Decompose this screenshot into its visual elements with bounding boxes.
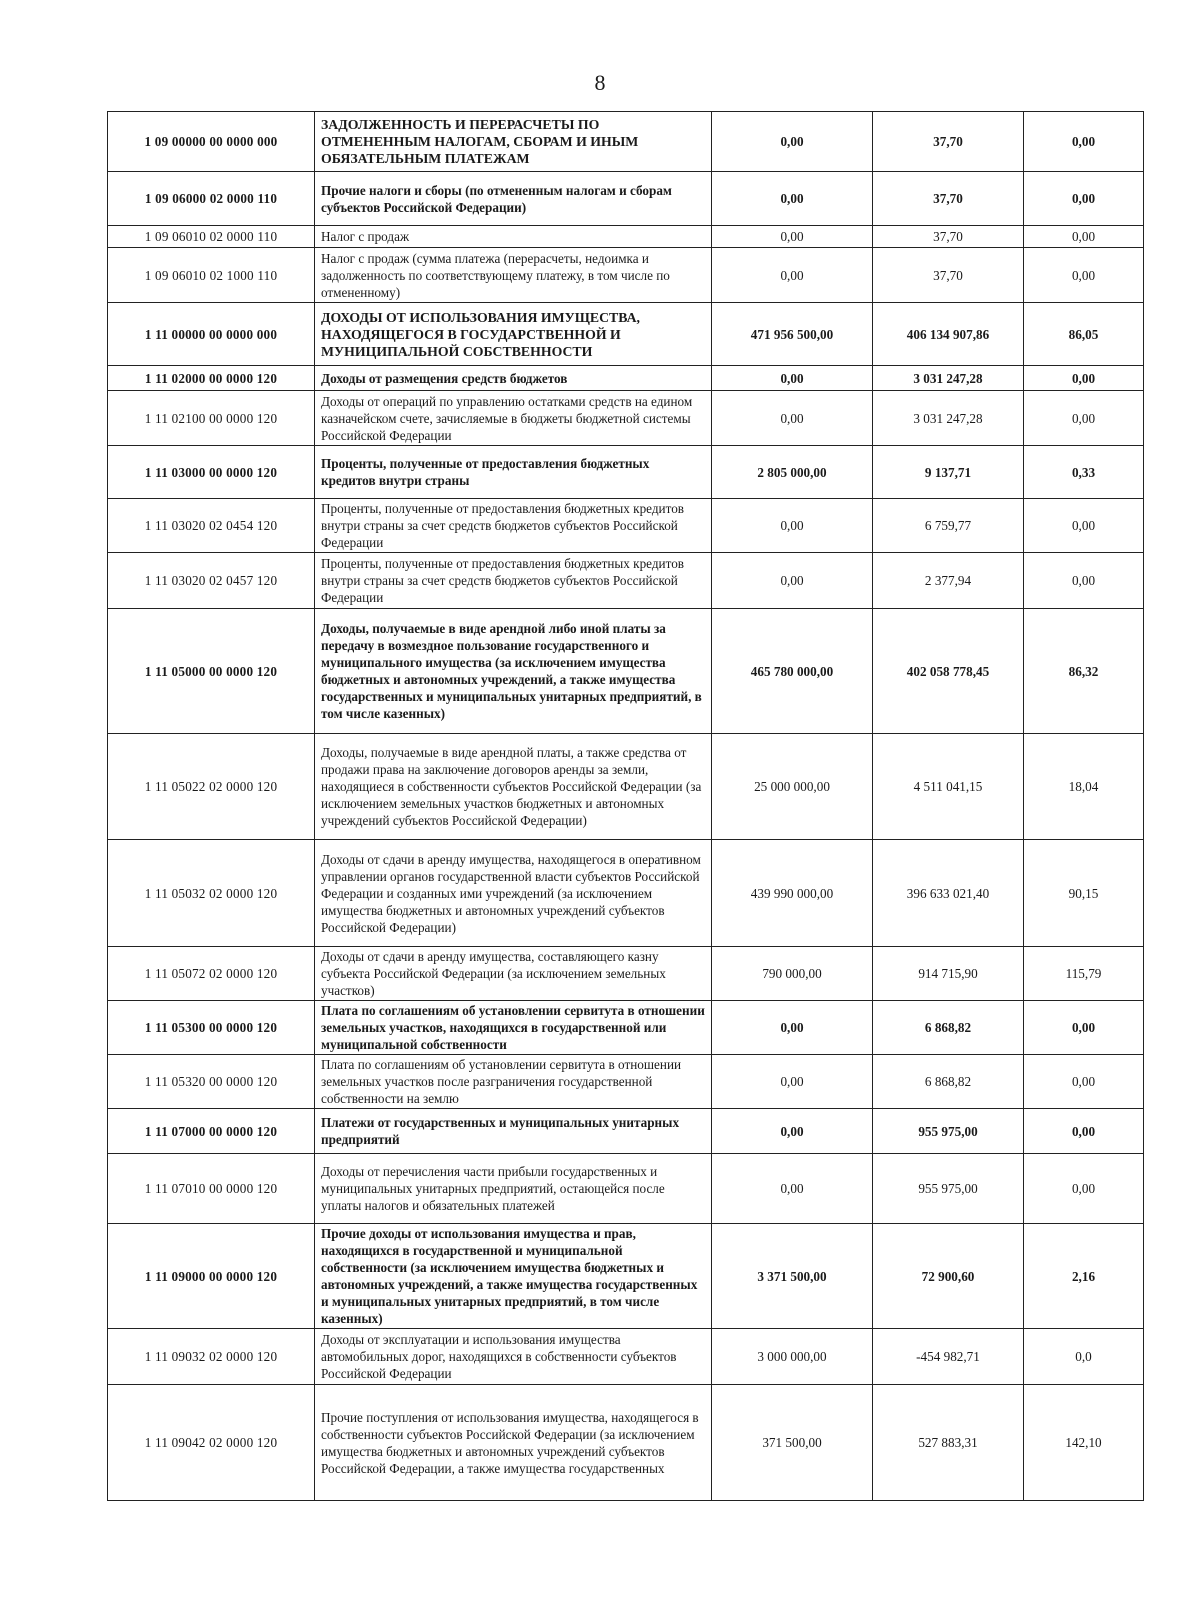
percent-cell: 0,00 — [1024, 248, 1144, 303]
percent-cell: 86,05 — [1024, 303, 1144, 366]
planned-amount-cell: 0,00 — [712, 172, 873, 226]
income-name-cell: Доходы от эксплуатации и использования имущества автомобильных дорог, находящихся в собственности субъектов Российской Федерации — [315, 1329, 712, 1385]
actual-amount-cell: 37,70 — [873, 226, 1024, 248]
budget-code-cell: 1 11 09042 02 0000 120 — [108, 1385, 315, 1501]
table-row — [108, 1329, 1144, 1385]
budget-code-cell: 1 11 03000 00 0000 120 — [108, 446, 315, 499]
income-name-cell: Доходы, получаемые в виде арендной платы, а также средства от продажи права на заключение договоров аренды за земли, находящиеся в собственности субъектов Российской Федерации (за исключением земельных участков бюджетных и автономных учреждений субъектов Российской Федерации) — [315, 734, 712, 840]
percent-cell: 0,00 — [1024, 553, 1144, 609]
table-row — [108, 1001, 1144, 1055]
budget-code-cell: 1 11 00000 00 0000 000 — [108, 303, 315, 366]
actual-amount-cell: 37,70 — [873, 248, 1024, 303]
planned-amount-cell: 2 805 000,00 — [712, 446, 873, 499]
actual-amount-cell: 37,70 — [873, 172, 1024, 226]
budget-code-cell: 1 09 06010 02 0000 110 — [108, 226, 315, 248]
actual-amount-cell: 72 900,60 — [873, 1224, 1024, 1329]
planned-amount-cell: 0,00 — [712, 248, 873, 303]
income-name-cell: Доходы от размещения средств бюджетов — [315, 366, 712, 391]
income-name-cell: Плата по соглашениям об установлении сервитута в отношении земельных участков после разграничения государственной собственности на землю — [315, 1055, 712, 1109]
percent-cell: 0,00 — [1024, 499, 1144, 553]
budget-code-cell: 1 11 05000 00 0000 120 — [108, 609, 315, 734]
actual-amount-cell: 37,70 — [873, 112, 1024, 172]
table-row — [108, 499, 1144, 553]
table-row — [108, 172, 1144, 226]
table-row — [108, 1109, 1144, 1154]
income-name-cell: Плата по соглашениям об установлении сервитута в отношении земельных участков, находящихся в государственной или муниципальной собственности — [315, 1001, 712, 1055]
percent-cell: 0,00 — [1024, 391, 1144, 446]
actual-amount-cell: 955 975,00 — [873, 1154, 1024, 1224]
actual-amount-cell: 402 058 778,45 — [873, 609, 1024, 734]
percent-cell: 0,33 — [1024, 446, 1144, 499]
actual-amount-cell: 527 883,31 — [873, 1385, 1024, 1501]
table-row — [108, 609, 1144, 734]
budget-code-cell: 1 11 05072 02 0000 120 — [108, 947, 315, 1001]
planned-amount-cell: 0,00 — [712, 226, 873, 248]
budget-code-cell: 1 11 05032 02 0000 120 — [108, 840, 315, 947]
table-row — [108, 112, 1144, 172]
budget-code-cell: 1 11 03020 02 0457 120 — [108, 553, 315, 609]
actual-amount-cell: 406 134 907,86 — [873, 303, 1024, 366]
table-row — [108, 391, 1144, 446]
budget-code-cell: 1 11 02000 00 0000 120 — [108, 366, 315, 391]
planned-amount-cell: 0,00 — [712, 366, 873, 391]
planned-amount-cell: 371 500,00 — [712, 1385, 873, 1501]
planned-amount-cell: 0,00 — [712, 1001, 873, 1055]
table-row — [108, 1154, 1144, 1224]
planned-amount-cell: 0,00 — [712, 1154, 873, 1224]
planned-amount-cell: 790 000,00 — [712, 947, 873, 1001]
percent-cell: 0,00 — [1024, 226, 1144, 248]
budget-code-cell: 1 11 05320 00 0000 120 — [108, 1055, 315, 1109]
percent-cell: 0,00 — [1024, 1154, 1144, 1224]
table-row — [108, 248, 1144, 303]
percent-cell: 142,10 — [1024, 1385, 1144, 1501]
income-name-cell: Доходы от сдачи в аренду имущества, находящегося в оперативном управлении органов государственной власти субъектов Российской Федерации и созданных ими учреждений (за исключением имущества бюджетных и автономных учреждений субъектов Российской Федерации) — [315, 840, 712, 947]
percent-cell: 18,04 — [1024, 734, 1144, 840]
income-name-cell: Проценты, полученные от предоставления бюджетных кредитов внутри страны — [315, 446, 712, 499]
income-name-cell: Прочие поступления от использования имущества, находящегося в собственности субъектов Российской Федерации (за исключением имущества бюджетных и автономных учреждений субъектов Российской Федерации, а также имущества государственных — [315, 1385, 712, 1501]
budget-code-cell: 1 11 09032 02 0000 120 — [108, 1329, 315, 1385]
planned-amount-cell: 465 780 000,00 — [712, 609, 873, 734]
income-name-cell: ЗАДОЛЖЕННОСТЬ И ПЕРЕРАСЧЕТЫ ПО ОТМЕНЕННЫМ НАЛОГАМ, СБОРАМ И ИНЫМ ОБЯЗАТЕЛЬНЫМ ПЛАТЕЖАМ — [315, 112, 712, 172]
table-row — [108, 840, 1144, 947]
planned-amount-cell: 0,00 — [712, 553, 873, 609]
budget-code-cell: 1 11 07000 00 0000 120 — [108, 1109, 315, 1154]
planned-amount-cell: 0,00 — [712, 499, 873, 553]
table-row — [108, 1385, 1144, 1501]
planned-amount-cell: 0,00 — [712, 112, 873, 172]
actual-amount-cell: 955 975,00 — [873, 1109, 1024, 1154]
actual-amount-cell: 4 511 041,15 — [873, 734, 1024, 840]
budget-code-cell: 1 11 03020 02 0454 120 — [108, 499, 315, 553]
planned-amount-cell: 3 371 500,00 — [712, 1224, 873, 1329]
budget-code-cell: 1 09 00000 00 0000 000 — [108, 112, 315, 172]
income-name-cell: Доходы от перечисления части прибыли государственных и муниципальных унитарных предприятий, остающейся после уплаты налогов и обязательных платежей — [315, 1154, 712, 1224]
planned-amount-cell: 471 956 500,00 — [712, 303, 873, 366]
planned-amount-cell: 0,00 — [712, 1109, 873, 1154]
actual-amount-cell: 3 031 247,28 — [873, 366, 1024, 391]
planned-amount-cell: 0,00 — [712, 1055, 873, 1109]
percent-cell: 0,00 — [1024, 366, 1144, 391]
budget-code-cell: 1 09 06010 02 1000 110 — [108, 248, 315, 303]
actual-amount-cell: -454 982,71 — [873, 1329, 1024, 1385]
actual-amount-cell: 3 031 247,28 — [873, 391, 1024, 446]
income-name-cell: Доходы от операций по управлению остатками средств на едином казначейском счете, зачисляемые в бюджеты бюджетной системы Российской Федерации — [315, 391, 712, 446]
percent-cell: 86,32 — [1024, 609, 1144, 734]
table-row — [108, 553, 1144, 609]
percent-cell: 115,79 — [1024, 947, 1144, 1001]
income-name-cell: Доходы от сдачи в аренду имущества, составляющего казну субъекта Российской Федерации (за исключением земельных участков) — [315, 947, 712, 1001]
actual-amount-cell: 914 715,90 — [873, 947, 1024, 1001]
income-name-cell: Платежи от государственных и муниципальных унитарных предприятий — [315, 1109, 712, 1154]
percent-cell: 0,00 — [1024, 112, 1144, 172]
planned-amount-cell: 25 000 000,00 — [712, 734, 873, 840]
table-row — [108, 446, 1144, 499]
table-row — [108, 226, 1144, 248]
actual-amount-cell: 6 868,82 — [873, 1055, 1024, 1109]
percent-cell: 0,00 — [1024, 172, 1144, 226]
income-name-cell: Проценты, полученные от предоставления бюджетных кредитов внутри страны за счет средств бюджетов субъектов Российской Федерации — [315, 499, 712, 553]
percent-cell: 0,0 — [1024, 1329, 1144, 1385]
revenue-table — [107, 111, 1144, 1501]
table-row — [108, 734, 1144, 840]
budget-code-cell: 1 11 09000 00 0000 120 — [108, 1224, 315, 1329]
budget-code-cell: 1 11 02100 00 0000 120 — [108, 391, 315, 446]
percent-cell: 0,00 — [1024, 1055, 1144, 1109]
actual-amount-cell: 6 868,82 — [873, 1001, 1024, 1055]
table-row — [108, 303, 1144, 366]
percent-cell: 90,15 — [1024, 840, 1144, 947]
budget-code-cell: 1 11 07010 00 0000 120 — [108, 1154, 315, 1224]
table-row — [108, 1055, 1144, 1109]
page-number: 8 — [594, 70, 606, 95]
percent-cell: 0,00 — [1024, 1001, 1144, 1055]
budget-code-cell: 1 09 06000 02 0000 110 — [108, 172, 315, 226]
actual-amount-cell: 2 377,94 — [873, 553, 1024, 609]
income-name-cell: ДОХОДЫ ОТ ИСПОЛЬЗОВАНИЯ ИМУЩЕСТВА, НАХОДЯЩЕГОСЯ В ГОСУДАРСТВЕННОЙ И МУНИЦИПАЛЬНОЙ СОБСТВЕННОСТИ — [315, 303, 712, 366]
income-name-cell: Прочие доходы от использования имущества и прав, находящихся в государственной и муниципальной собственности (за исключением имущества бюджетных и автономных учреждений, а также имущества государственных и муниципальных унитарных предприятий, в том числе казенных) — [315, 1224, 712, 1329]
income-name-cell: Доходы, получаемые в виде арендной либо иной платы за передачу в возмездное пользование государственного и муниципального имущества (за исключением имущества бюджетных и автономных учреждений, а также имущества государственных и муниципальных унитарных предприятий, в том числе казенных) — [315, 609, 712, 734]
table-row — [108, 366, 1144, 391]
percent-cell: 0,00 — [1024, 1109, 1144, 1154]
percent-cell: 2,16 — [1024, 1224, 1144, 1329]
budget-code-cell: 1 11 05300 00 0000 120 — [108, 1001, 315, 1055]
planned-amount-cell: 439 990 000,00 — [712, 840, 873, 947]
income-name-cell: Проценты, полученные от предоставления бюджетных кредитов внутри страны за счет средств бюджетов субъектов Российской Федерации — [315, 553, 712, 609]
budget-code-cell: 1 11 05022 02 0000 120 — [108, 734, 315, 840]
actual-amount-cell: 396 633 021,40 — [873, 840, 1024, 947]
planned-amount-cell: 0,00 — [712, 391, 873, 446]
planned-amount-cell: 3 000 000,00 — [712, 1329, 873, 1385]
table-row — [108, 947, 1144, 1001]
actual-amount-cell: 9 137,71 — [873, 446, 1024, 499]
table-row — [108, 1224, 1144, 1329]
actual-amount-cell: 6 759,77 — [873, 499, 1024, 553]
income-name-cell: Налог с продаж — [315, 226, 712, 248]
income-name-cell: Налог с продаж (сумма платежа (перерасчеты, недоимка и задолженность по соответствующему платежу, в том числе по отмененному) — [315, 248, 712, 303]
income-name-cell: Прочие налоги и сборы (по отмененным налогам и сборам субъектов Российской Федерации) — [315, 172, 712, 226]
revenue-table-body — [108, 112, 1144, 1501]
